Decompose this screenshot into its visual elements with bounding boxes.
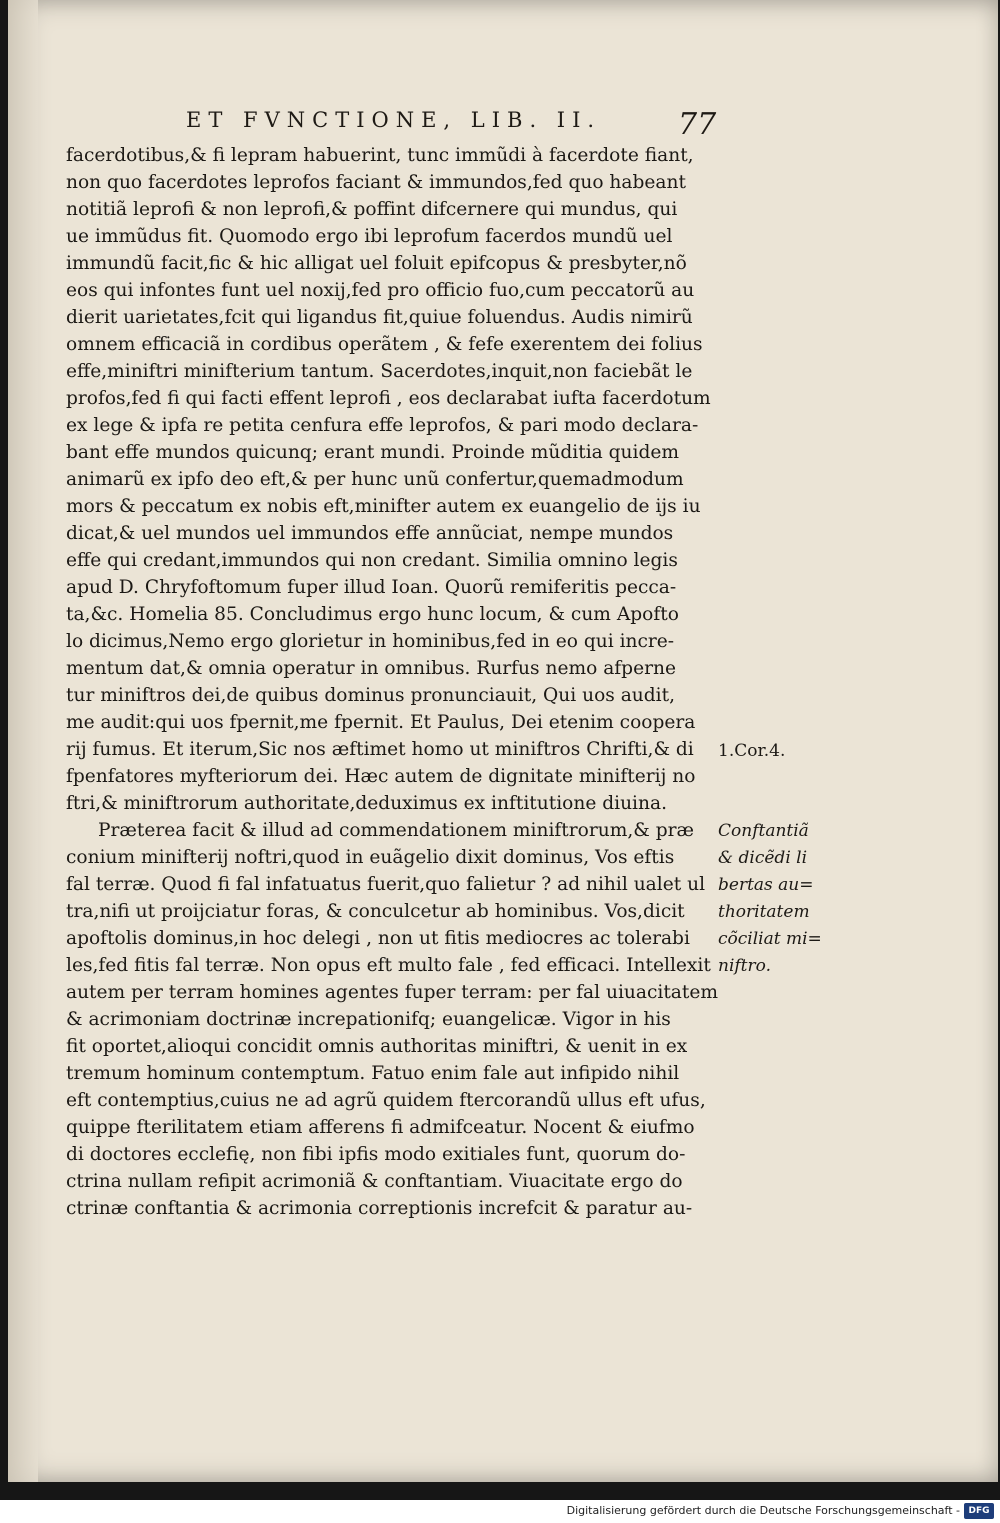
text-line: ctrina nullam refipit acrimoniã & conftantiam. Viuacitate ergo do — [66, 1171, 683, 1192]
text-line: omnem efficaciã in cordibus operãtem , & fefe exerentem dei folius — [66, 334, 703, 355]
text-line: lo dicimus,Nemo ergo glorietur in hominibus,fed in eo qui incre- — [66, 631, 675, 652]
text-line: autem per terram homines agentes fuper terram: per fal uiuacitatem — [66, 982, 718, 1003]
running-title: ET FVNCTIONE, LIB. II. — [186, 108, 602, 132]
text-line: ftri,& miniftrorum authoritate,deduximus ex inftitutione diuina. — [66, 793, 667, 814]
margin-note-line: cõciliat mi= — [718, 929, 822, 949]
text-line: non quo facerdotes leprofos faciant & immundos,fed quo habeant — [66, 172, 686, 193]
text-line: immundũ facit,fic & hic alligat uel foluit epifcopus & presbyter,nõ — [66, 253, 687, 274]
text-line: fit oportet,alioqui concidit omnis authoritas miniftri, & uenit in ex — [66, 1036, 688, 1057]
text-line: tremum hominum contemptum. Fatuo enim fale aut infipido nihil — [66, 1063, 680, 1084]
text-line: ex lege & ipfa re petita cenfura effe leprofos, & pari modo declara- — [66, 415, 699, 436]
text-line: notitiã leprofi & non leprofi,& poffint difcernere qui mundus, qui — [66, 199, 678, 220]
page-number: 77 — [678, 107, 717, 142]
text-line: effe qui credant,immundos qui non credant. Similia omnino legis — [66, 550, 678, 571]
text-line: fpenfatores myfteriorum dei. Hæc autem de dignitate minifterij no — [66, 766, 696, 787]
margin-note-line: thoritatem — [718, 902, 810, 922]
text-line: effe,miniftri minifterium tantum. Sacerdotes,inquit,non faciebãt le — [66, 361, 693, 382]
text-line: eft contemptius,cuius ne ad agrũ quidem ftercorandũ ullus eft ufus, — [66, 1090, 706, 1111]
text-line: animarũ ex ipfo deo eft,& per hunc unũ confertur,quemadmodum — [66, 469, 684, 490]
text-line: quippe fterilitatem etiam afferens fi admifceatur. Nocent & eiufmo — [66, 1117, 695, 1138]
text-line: dicat,& uel mundos uel immundos effe annũciat, nempe mundos — [66, 523, 674, 544]
text-line: profos,fed fi qui facti effent leprofi , eos declarabat iufta facerdotum — [66, 388, 711, 409]
text-line: bant effe mundos quicunq; erant mundi. Proinde mũditia quidem — [66, 442, 680, 463]
margin-note-cor-reference: 1.Cor.4. — [718, 741, 786, 761]
text-line: & acrimoniam doctrinæ increpationifq; euangelicæ. Vigor in his — [66, 1009, 671, 1030]
text-line: fal terræ. Quod fi fal infatuatus fuerit,quo falietur ? ad nihil ualet ul — [66, 874, 706, 895]
text-line: apoftolis dominus,in hoc delegi , non ut fitis mediocres ac tolerabi — [66, 928, 690, 949]
text-line: mentum dat,& omnia operatur in omnibus. Rurfus nemo afperne — [66, 658, 676, 679]
page-gutter-shadow — [8, 0, 38, 1482]
margin-note-line: & dicẽdi li — [718, 848, 808, 868]
text-line: conium minifterij noftri,quod in euãgelio dixit dominus, Vos eftis — [66, 847, 675, 868]
text-line: tra,nifi ut proijciatur foras, & conculcetur ab hominibus. Vos,dicit — [66, 901, 685, 922]
text-line: Præterea facit & illud ad commendationem miniftrorum,& præ — [98, 820, 694, 841]
text-line: apud D. Chryfoftomum fuper illud Ioan. Quorũ remiferitis pecca- — [66, 577, 677, 598]
margin-note-line: niftro. — [718, 956, 771, 976]
margin-note-line: Conftantiã — [718, 821, 809, 841]
funding-credit: Digitalisierung gefördert durch die Deutsche Forschungsgemeinschaft - — [566, 1504, 960, 1517]
dfg-logo-icon: DFG — [964, 1503, 994, 1519]
text-line: ue immũdus fit. Quomodo ergo ibi leprofum facerdos mundũ uel — [66, 226, 673, 247]
text-line: dierit uarietates,fcit qui ligandus fit,quiue foluendus. Audis nimirũ — [66, 307, 693, 328]
text-line: eos qui infontes funt uel noxij,fed pro officio fuo,cum peccatorũ au — [66, 280, 695, 301]
text-line: me audit:qui uos fpernit,me fpernit. Et Paulus, Dei etenim coopera — [66, 712, 696, 733]
text-line: les,fed fitis fal terræ. Non opus eft multo fale , fed efficaci. Intellexit — [66, 955, 711, 976]
footer-bar — [0, 1500, 1000, 1523]
text-line: rij fumus. Et iterum,Sic nos æftimet homo ut miniftros Chrifti,& di — [66, 739, 694, 760]
text-line: di doctores ecclefię, non fibi ipfis modo exitiales funt, quorum do- — [66, 1144, 686, 1165]
text-line: facerdotibus,& fi lepram habuerint, tunc immũdi à facerdote fiant, — [66, 145, 694, 166]
text-line: mors & peccatum ex nobis eft,minifter autem ex euangelio de ijs iu — [66, 496, 701, 517]
margin-note-line: bertas au= — [718, 875, 814, 895]
text-line: tur miniftros dei,de quibus dominus pronunciauit, Qui uos audit, — [66, 685, 676, 706]
text-line: ta,&c. Homelia 85. Concludimus ergo hunc locum, & cum Apofto — [66, 604, 679, 625]
text-line: ctrinæ conftantia & acrimonia correptionis increfcit & paratur au- — [66, 1198, 693, 1219]
